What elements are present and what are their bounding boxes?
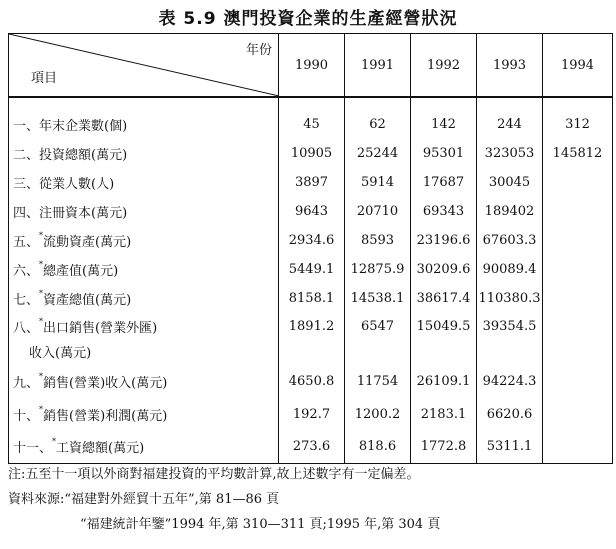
table-row bbox=[9, 255, 613, 284]
cell: 8158.1 bbox=[279, 284, 345, 313]
table-notes bbox=[8, 462, 612, 537]
cell bbox=[543, 255, 613, 284]
cell: 818.6 bbox=[345, 429, 411, 464]
table-row bbox=[9, 226, 613, 255]
data-table bbox=[8, 33, 613, 464]
cell: 5914 bbox=[345, 168, 411, 197]
cell: 323053 bbox=[477, 139, 543, 168]
cell: 38617.4 bbox=[411, 284, 477, 313]
year-header: 1990 bbox=[279, 34, 345, 98]
table-title: 表 5.9 澳門投資企業的生產經營狀況 bbox=[158, 9, 458, 29]
cell: 30209.6 bbox=[411, 255, 477, 284]
table-row bbox=[9, 313, 613, 339]
corner-year-label: 年份 bbox=[245, 43, 272, 58]
year-header: 1993 bbox=[477, 34, 543, 98]
cell: 9643 bbox=[279, 197, 345, 226]
cell: 25244 bbox=[345, 139, 411, 168]
cell bbox=[543, 399, 613, 429]
diagonal-line bbox=[9, 34, 279, 96]
cell: 5449.1 bbox=[279, 255, 345, 284]
row-label: 八、*出口銷售(營業外匯) bbox=[13, 316, 158, 336]
cell: 192.7 bbox=[279, 399, 345, 429]
table-row bbox=[9, 363, 613, 399]
cell: 26109.1 bbox=[411, 363, 477, 399]
row-label: 七、*資產總值(萬元) bbox=[13, 289, 132, 308]
row-label-continued: 收入(萬元) bbox=[29, 345, 92, 361]
cell: 10905 bbox=[279, 139, 345, 168]
cell: 90089.4 bbox=[477, 255, 543, 284]
cell bbox=[543, 168, 613, 197]
corner-item-label: 項目 bbox=[31, 71, 58, 86]
cell: 15049.5 bbox=[411, 313, 477, 339]
asterisk-mark: * bbox=[39, 260, 44, 269]
note-line: 注:五至十一項以外商對福建投資的平均數計算,故上述數字有一定偏差。 bbox=[8, 467, 420, 482]
year-header: 1991 bbox=[345, 34, 411, 98]
cell: 244 bbox=[477, 97, 543, 139]
table-row bbox=[9, 139, 613, 168]
cell: 6620.6 bbox=[477, 399, 543, 429]
cell: 62 bbox=[345, 97, 411, 139]
table-row bbox=[9, 168, 613, 197]
cell: 11754 bbox=[345, 363, 411, 399]
row-label: 十、*銷售(營業)利潤(萬元) bbox=[13, 404, 168, 424]
table-row-continuation bbox=[9, 339, 613, 363]
cell: 45 bbox=[279, 97, 345, 139]
source-line: “福建統計年鑒”1994 年,第 310—311 頁;1995 年,第 304 頁 bbox=[80, 517, 441, 532]
cell: 142 bbox=[411, 97, 477, 139]
cell: 273.6 bbox=[279, 429, 345, 464]
cell: 110380.3 bbox=[477, 284, 543, 313]
asterisk-mark: * bbox=[39, 404, 44, 414]
row-label: 二、投資總額(萬元) bbox=[13, 148, 128, 163]
cell: 5311.1 bbox=[477, 429, 543, 464]
cell: 1200.2 bbox=[345, 399, 411, 429]
cell: 95301 bbox=[411, 139, 477, 168]
cell: 6547 bbox=[345, 313, 411, 339]
cell: 2934.6 bbox=[279, 226, 345, 255]
asterisk-mark: * bbox=[52, 436, 57, 446]
cell bbox=[543, 197, 613, 226]
cell bbox=[543, 226, 613, 255]
row-label: 十一、*工資總額(萬元) bbox=[13, 436, 145, 456]
cell: 23196.6 bbox=[411, 226, 477, 255]
cell: 12875.9 bbox=[345, 255, 411, 284]
cell: 67603.3 bbox=[477, 226, 543, 255]
cell bbox=[543, 284, 613, 313]
row-label: 三、從業人數(人) bbox=[13, 177, 115, 192]
table-row bbox=[9, 429, 613, 464]
source-line: 資料來源:“福建對外經貿十五年”,第 81—86 頁 bbox=[8, 492, 280, 507]
cell: 20710 bbox=[345, 197, 411, 226]
header-row bbox=[9, 34, 613, 98]
cell: 94224.3 bbox=[477, 363, 543, 399]
table-row bbox=[9, 284, 613, 313]
year-header: 1992 bbox=[411, 34, 477, 98]
row-label: 四、注冊資本(萬元) bbox=[13, 206, 128, 221]
cell: 189402 bbox=[477, 197, 543, 226]
cell: 2183.1 bbox=[411, 399, 477, 429]
asterisk-mark: * bbox=[39, 371, 44, 381]
cell: 14538.1 bbox=[345, 284, 411, 313]
cell bbox=[543, 313, 613, 339]
cell: 30045 bbox=[477, 168, 543, 197]
table-row bbox=[9, 97, 613, 139]
cell: 312 bbox=[543, 97, 613, 139]
cell: 69343 bbox=[411, 197, 477, 226]
cell: 4650.8 bbox=[279, 363, 345, 399]
asterisk-mark: * bbox=[39, 289, 44, 298]
cell: 39354.5 bbox=[477, 313, 543, 339]
row-label: 五、*流動資產(萬元) bbox=[13, 231, 132, 250]
asterisk-mark: * bbox=[39, 316, 44, 326]
cell: 3897 bbox=[279, 168, 345, 197]
cell: 1891.2 bbox=[279, 313, 345, 339]
table-row bbox=[9, 399, 613, 429]
cell: 1772.8 bbox=[411, 429, 477, 464]
asterisk-mark: * bbox=[39, 231, 44, 240]
cell: 17687 bbox=[411, 168, 477, 197]
table-row bbox=[9, 197, 613, 226]
cell: 8593 bbox=[345, 226, 411, 255]
year-header: 1994 bbox=[543, 34, 613, 98]
cell: 145812 bbox=[543, 139, 613, 168]
row-label: 一、年末企業數(個) bbox=[13, 119, 128, 134]
cell bbox=[543, 429, 613, 464]
corner-cell bbox=[9, 34, 279, 98]
row-label: 九、*銷售(營業)收入(萬元) bbox=[13, 371, 168, 391]
row-label: 六、*總產值(萬元) bbox=[13, 260, 119, 279]
cell bbox=[543, 363, 613, 399]
